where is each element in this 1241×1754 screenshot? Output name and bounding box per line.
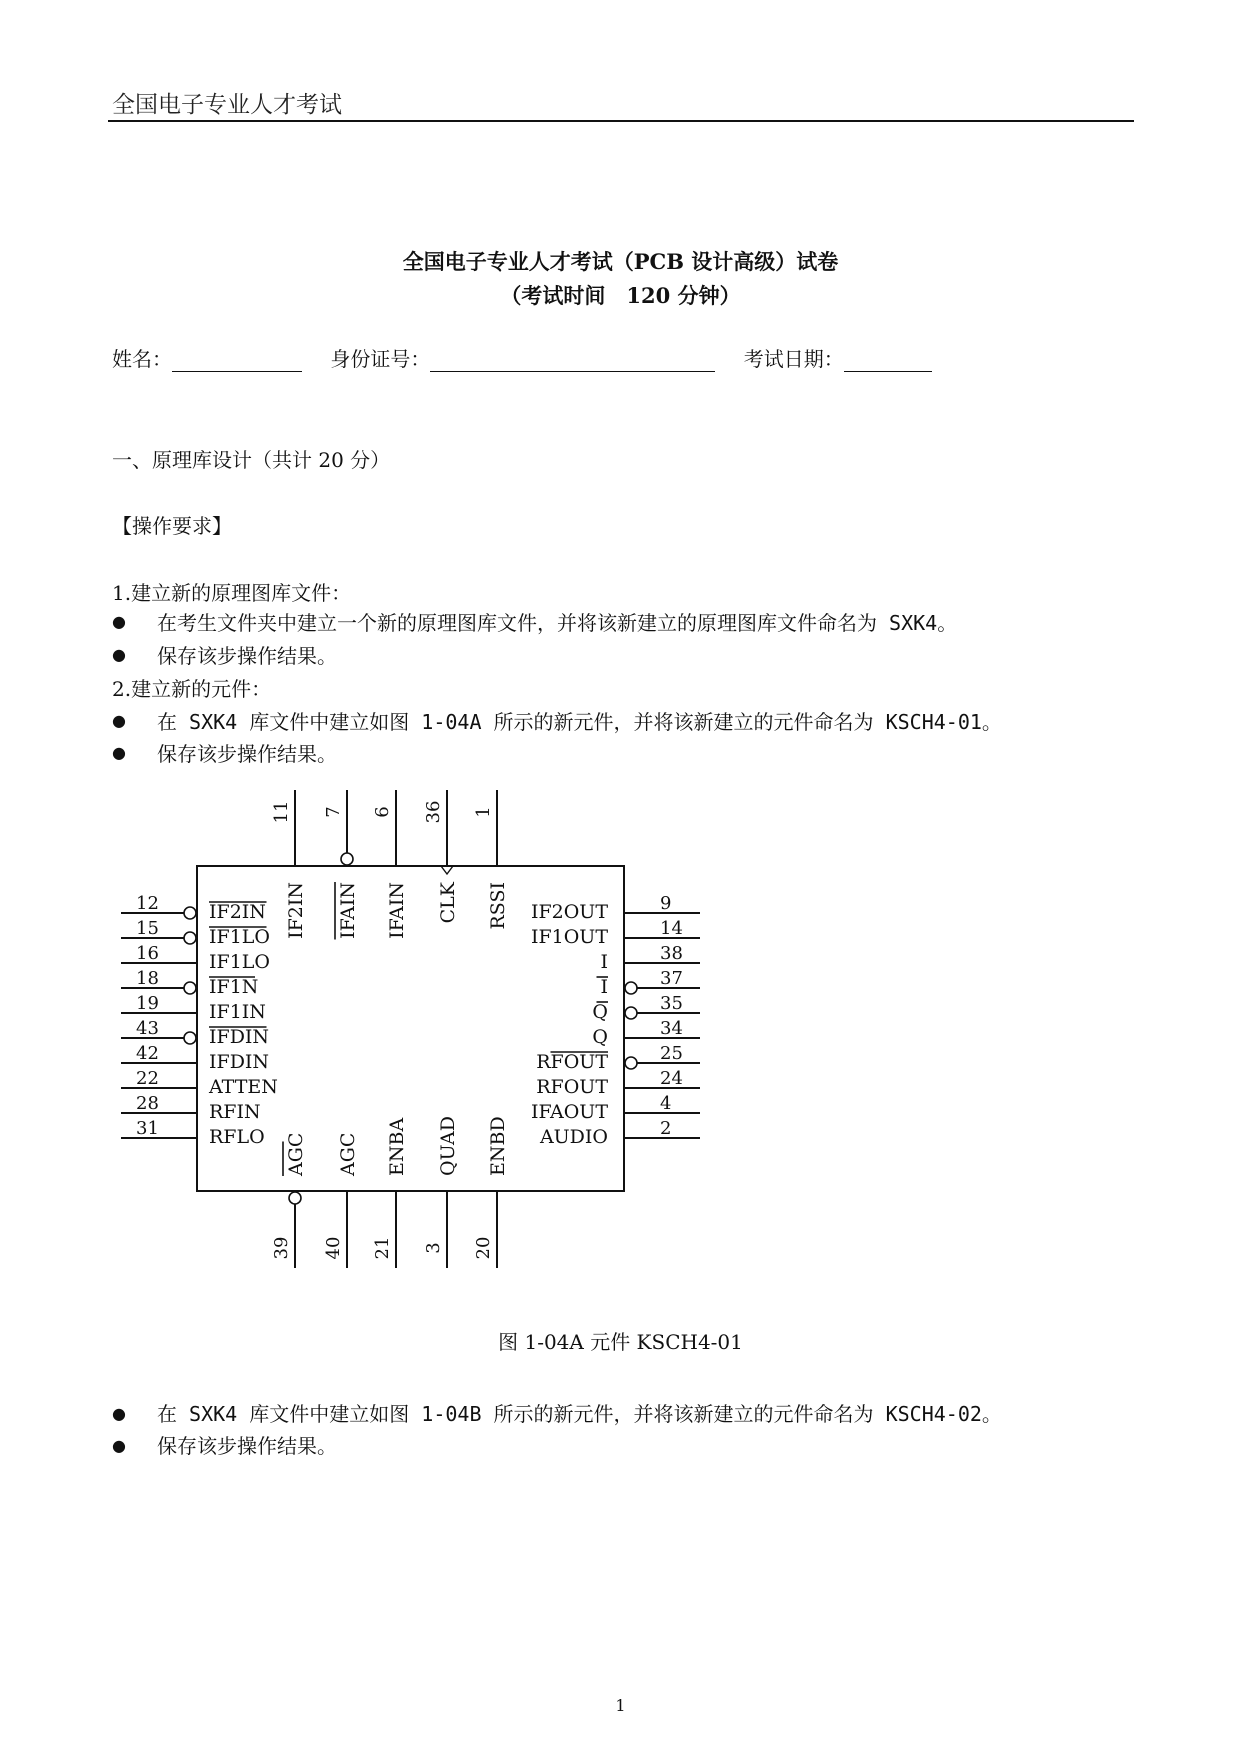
pin-number: 2 — [660, 1118, 672, 1139]
pin-label: IF1LO — [209, 926, 270, 948]
pin-label: I — [600, 951, 608, 973]
date-label: 考试日期： — [743, 347, 844, 371]
pin-label: IFAIN — [337, 882, 359, 939]
pin-number: 19 — [136, 993, 159, 1014]
pin-number: 40 — [323, 1236, 344, 1260]
pin-label: Q — [592, 1026, 608, 1048]
pin-number: 22 — [136, 1068, 159, 1089]
pin-number: 35 — [660, 993, 683, 1014]
step1-heading: 1.建立新的原理图库文件： — [112, 581, 352, 605]
pin-number: 7 — [323, 806, 344, 818]
bullet-marker: ● — [112, 645, 126, 664]
inversion-bubble — [625, 1007, 637, 1019]
pin-label: IF1LO — [209, 951, 270, 973]
pin-label: IFDIN — [209, 1026, 270, 1048]
pin-label: AGC — [337, 1132, 359, 1176]
step2-heading: 2.建立新的元件： — [112, 677, 272, 701]
bullet-marker: ● — [112, 1436, 126, 1455]
pin-number: 4 — [660, 1093, 672, 1114]
pin-number: 37 — [660, 968, 683, 989]
list-item: 保存该步操作结果。 — [157, 644, 337, 668]
pin-label: IF2IN — [209, 901, 266, 923]
inversion-bubble — [184, 982, 196, 994]
pin-number: 24 — [660, 1068, 683, 1089]
pin-label: RFOUT — [536, 1076, 608, 1098]
pin-number: 31 — [136, 1118, 159, 1139]
exam-title: 全国电子专业人才考试（PCB 设计高级）试卷 — [402, 249, 839, 274]
pin-label: AGC — [285, 1132, 307, 1176]
pin-label: ATTEN — [209, 1076, 278, 1098]
bullet-marker: ● — [112, 1404, 126, 1423]
inversion-bubble — [289, 1192, 301, 1204]
pin-number: 15 — [136, 918, 159, 939]
page-number: 1 — [615, 1696, 626, 1715]
pin-label: IFDIN — [209, 1051, 270, 1073]
inversion-bubble — [625, 982, 637, 994]
pin-label: IF1OUT — [530, 926, 608, 948]
name-label: 姓名： — [112, 347, 172, 371]
pin-label: ENBD — [487, 1116, 509, 1176]
pin-label: RFOUT — [536, 1051, 608, 1073]
figure-caption: 图 1-04A 元件 KSCH4-01 — [498, 1330, 743, 1354]
pin-label: CLK — [437, 882, 459, 924]
pin-number: 6 — [372, 806, 393, 818]
list-item: 保存该步操作结果。 — [157, 742, 337, 766]
pin-number: 21 — [372, 1236, 393, 1260]
pin-label: AUDIO — [539, 1126, 608, 1148]
pin-number: 25 — [660, 1043, 683, 1064]
pin-label: IFAOUT — [530, 1101, 608, 1123]
inversion-bubble — [625, 1057, 637, 1069]
list-item: 在 SXK4 库文件中建立如图 1-04A 所示的新元件，并将该新建立的元件命名为 KSCH4-01。 — [157, 710, 1002, 734]
pin-number: 11 — [271, 800, 292, 824]
list-item: 在考生文件夹中建立一个新的原理图库文件，并将该新建立的原理图库文件命名为 SXK4。 — [157, 611, 958, 635]
pin-number: 16 — [136, 943, 159, 964]
pin-label: RFLO — [209, 1126, 265, 1148]
bullet-marker: ● — [112, 743, 126, 762]
pin-number: 38 — [660, 943, 683, 964]
bullet-marker: ● — [112, 711, 126, 730]
page-header: 全国电子专业人才考试 — [112, 92, 342, 118]
list-item: 保存该步操作结果。 — [157, 1434, 337, 1458]
pin-number: 9 — [660, 893, 672, 914]
pin-number: 14 — [660, 918, 683, 939]
pin-label: IF1IN — [209, 1001, 266, 1023]
pin-label: IF2OUT — [530, 901, 608, 923]
pin-label: I — [600, 976, 608, 998]
exam-duration: （考试时间 120 分钟） — [500, 283, 741, 308]
pin-number: 20 — [473, 1236, 494, 1260]
pin-label: RFIN — [209, 1101, 261, 1123]
pin-number: 12 — [136, 893, 159, 914]
id-label: 身份证号： — [330, 347, 431, 371]
inversion-bubble — [184, 932, 196, 944]
bullet-marker: ● — [112, 612, 126, 631]
pin-number: 1 — [473, 806, 494, 818]
pin-number: 39 — [271, 1236, 292, 1260]
pin-number: 18 — [136, 968, 159, 989]
clock-marker — [441, 866, 453, 874]
pin-number: 34 — [660, 1018, 683, 1039]
requirement-heading: 【操作要求】 — [112, 514, 232, 538]
inversion-bubble — [184, 907, 196, 919]
pin-label: QUAD — [437, 1116, 459, 1176]
pin-number: 3 — [423, 1242, 444, 1254]
inversion-bubble — [184, 1032, 196, 1044]
pin-number: 36 — [423, 800, 444, 824]
pin-number: 28 — [136, 1093, 159, 1114]
pin-number: 42 — [136, 1043, 159, 1064]
pin-label: IF2IN — [285, 882, 307, 939]
pin-label: IF1N — [209, 976, 259, 998]
section-heading: 一、原理库设计（共计 20 分） — [112, 448, 391, 472]
pin-label: RSSI — [487, 882, 509, 930]
pin-label: IFAIN — [386, 882, 408, 939]
pin-label: ENBA — [386, 1117, 408, 1176]
inversion-bubble — [341, 853, 353, 865]
list-item: 在 SXK4 库文件中建立如图 1-04B 所示的新元件，并将该新建立的元件命名为 KSCH4-02。 — [157, 1402, 1002, 1426]
pin-label: Q — [592, 1001, 608, 1023]
pin-number: 43 — [136, 1018, 159, 1039]
